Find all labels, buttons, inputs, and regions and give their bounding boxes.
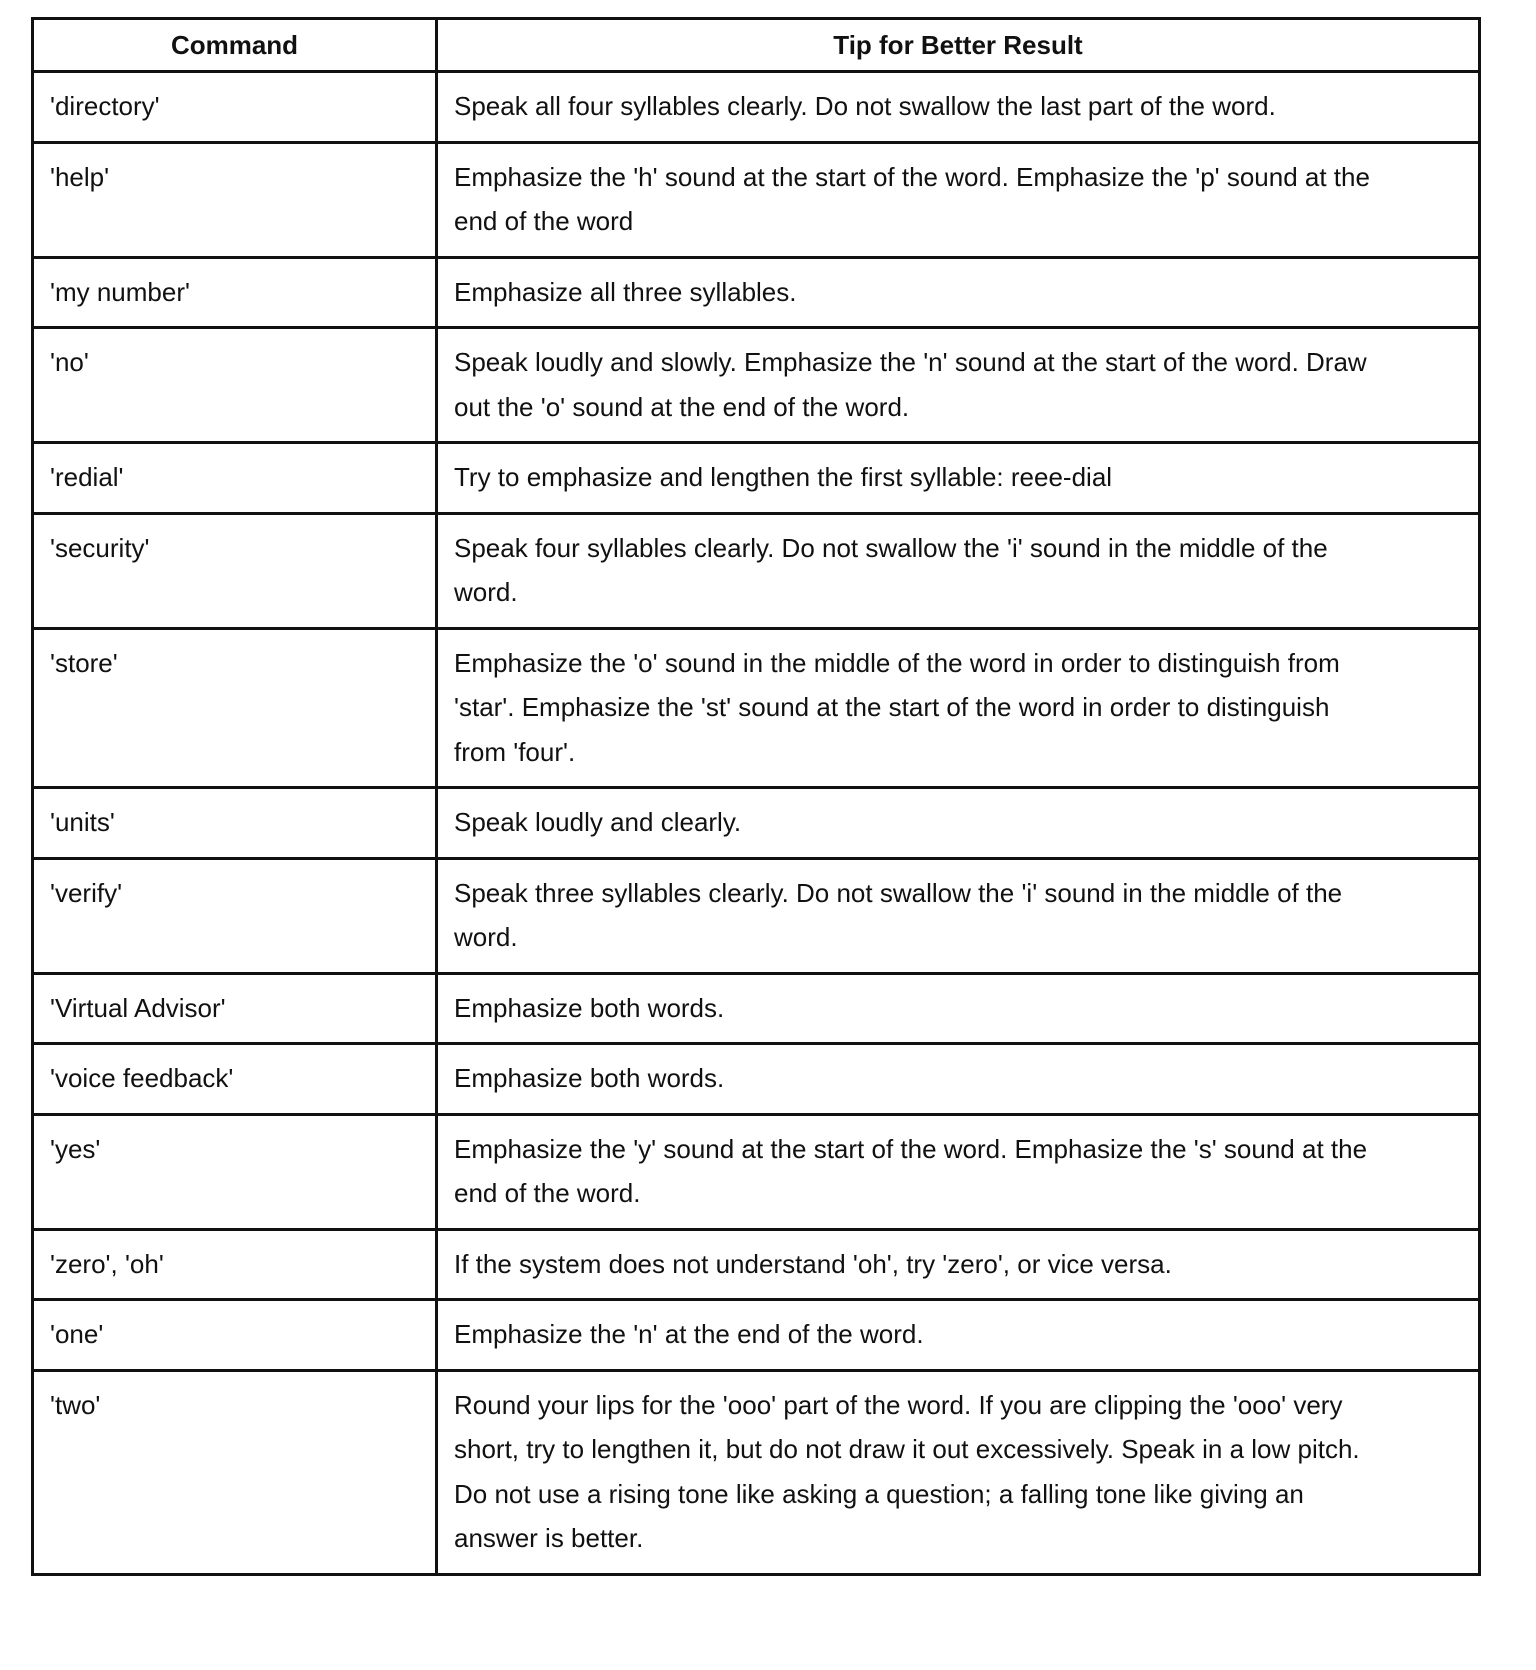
table-row [33, 72, 1480, 143]
command-cell: 'directory' [33, 72, 437, 143]
command-cell: 'my number' [33, 257, 437, 328]
tip-column-header: Tip for Better Result [437, 19, 1480, 72]
command-cell: 'one' [33, 1300, 437, 1371]
table-row [33, 328, 1480, 443]
table-row [33, 858, 1480, 973]
header-row [33, 19, 1480, 72]
table-row [33, 513, 1480, 628]
table-row [33, 142, 1480, 257]
table-row [33, 628, 1480, 788]
tip-cell: Emphasize the 'o' sound in the middle of the word in order to distinguish from 'star'. Emphasize the 'st' sound at the start of the word in order to distinguish from 'four'. [437, 628, 1480, 788]
tip-cell: Emphasize all three syllables. [437, 257, 1480, 328]
tip-cell: Speak all four syllables clearly. Do not swallow the last part of the word. [437, 72, 1480, 143]
tip-cell: Round your lips for the 'ooo' part of the word. If you are clipping the 'ooo' very short, try to lengthen it, but do not draw it out excessively. Speak in a low pitch. Do not use a rising tone like asking a question; a falling tone like giving an answer is better. [437, 1370, 1480, 1574]
command-cell: 'two' [33, 1370, 437, 1574]
command-cell: 'security' [33, 513, 437, 628]
tip-cell: Emphasize both words. [437, 973, 1480, 1044]
command-cell: 'store' [33, 628, 437, 788]
table-row [33, 1044, 1480, 1115]
command-cell: 'verify' [33, 858, 437, 973]
command-cell: 'voice feedback' [33, 1044, 437, 1115]
tip-cell: Emphasize the 'h' sound at the start of the word. Emphasize the 'p' sound at the end of the word [437, 142, 1480, 257]
tip-cell: If the system does not understand 'oh', try 'zero', or vice versa. [437, 1229, 1480, 1300]
tip-cell: Emphasize both words. [437, 1044, 1480, 1115]
voice-command-tips-table [31, 17, 1481, 1576]
command-cell: 'no' [33, 328, 437, 443]
table-row [33, 1229, 1480, 1300]
command-cell: 'help' [33, 142, 437, 257]
command-cell: 'yes' [33, 1114, 437, 1229]
table-row [33, 1114, 1480, 1229]
tip-cell: Speak loudly and clearly. [437, 788, 1480, 859]
tip-cell: Speak loudly and slowly. Emphasize the 'n' sound at the start of the word. Draw out the 'o' sound at the end of the word. [437, 328, 1480, 443]
tip-cell: Emphasize the 'n' at the end of the word. [437, 1300, 1480, 1371]
tip-cell: Speak four syllables clearly. Do not swallow the 'i' sound in the middle of the word. [437, 513, 1480, 628]
tip-cell: Try to emphasize and lengthen the first syllable: reee-dial [437, 443, 1480, 514]
command-cell: 'redial' [33, 443, 437, 514]
table-body [33, 72, 1480, 1575]
table-row [33, 973, 1480, 1044]
command-cell: 'Virtual Advisor' [33, 973, 437, 1044]
tip-cell: Emphasize the 'y' sound at the start of the word. Emphasize the 's' sound at the end of the word. [437, 1114, 1480, 1229]
command-cell: 'units' [33, 788, 437, 859]
command-column-header: Command [33, 19, 437, 72]
table-row [33, 1370, 1480, 1574]
table-row [33, 257, 1480, 328]
command-cell: 'zero', 'oh' [33, 1229, 437, 1300]
table-row [33, 788, 1480, 859]
table-row [33, 443, 1480, 514]
table-row [33, 1300, 1480, 1371]
tip-cell: Speak three syllables clearly. Do not swallow the 'i' sound in the middle of the word. [437, 858, 1480, 973]
